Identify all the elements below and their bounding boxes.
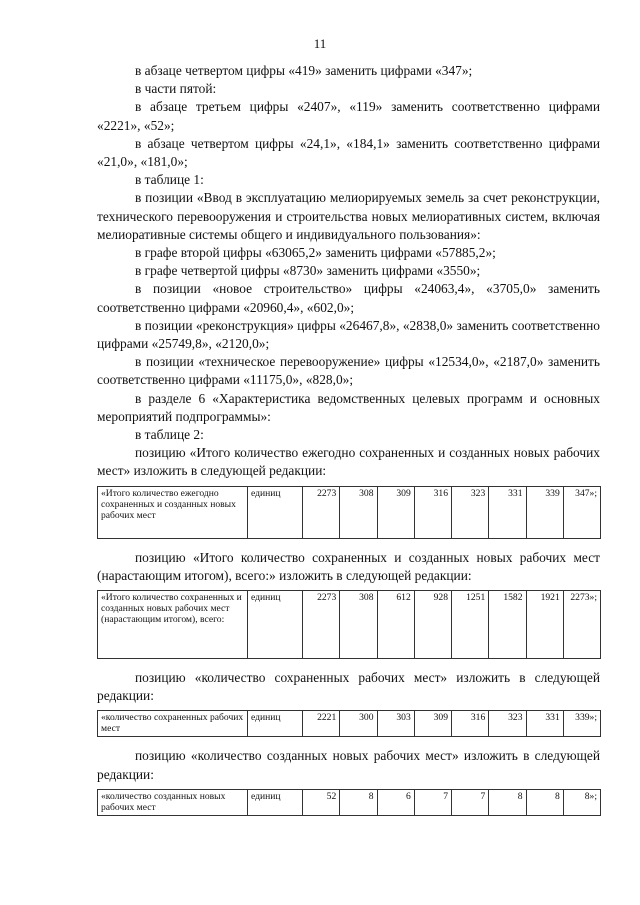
table-jobs-preserved	[97, 710, 601, 737]
paragraph: позицию «количество созданных новых рабочих мест» изложить в следующей редакции:	[97, 748, 600, 782]
table-jobs-cumulative	[97, 590, 601, 659]
table-row	[98, 711, 601, 737]
value-cell: 52	[303, 789, 340, 815]
unit-cell: единиц	[248, 591, 303, 659]
value-cell: 1582	[489, 591, 526, 659]
value-cell: 8	[526, 789, 563, 815]
paragraph: в таблице 2:	[135, 427, 204, 443]
value-cell: 339»;	[563, 711, 600, 737]
table-jobs-created	[97, 789, 601, 816]
value-cell: 303	[377, 711, 414, 737]
paragraph: в позиции «новое строительство» цифры «24063,4», «3705,0» заменить соответственно цифрами «20960,4», «602,0»;	[97, 281, 600, 315]
unit-cell: единиц	[248, 789, 303, 815]
value-cell: 928	[414, 591, 451, 659]
page-number: 11	[313, 36, 327, 51]
value-cell: 331	[526, 711, 563, 737]
paragraph: в абзаце третьем цифры «2407», «119» заменить соответственно цифрами «2221», «52»;	[97, 99, 600, 133]
value-cell: 323	[489, 711, 526, 737]
paragraph: в разделе 6 «Характеристика ведомственных целевых программ и основных мероприятий подпрограммы»:	[97, 390, 600, 424]
document-body	[97, 62, 600, 821]
paragraph: в позиции «реконструкция» цифры «26467,8», «2838,0» заменить соответственно цифрами «25749,8», «2120,0»;	[97, 317, 600, 352]
value-cell: 331	[489, 486, 526, 538]
value-cell: 339	[526, 486, 563, 538]
row-label: «Итого количество ежегодно сохраненных и созданных новых рабочих мест	[98, 486, 248, 538]
paragraph: в позиции «техническое перевооружение» цифры «12534,0», «2187,0» заменить соответственно цифрами «11175,0», «828,0»;	[97, 354, 600, 388]
value-cell: 308	[340, 486, 377, 538]
row-label: «Итого количество сохраненных и созданных новых рабочих мест (нарастающим итогом), всего:	[98, 591, 248, 659]
value-cell: 309	[414, 711, 451, 737]
unit-cell: единиц	[248, 486, 303, 538]
paragraph: в таблице 1:	[135, 172, 204, 188]
value-cell: 6	[377, 789, 414, 815]
row-label: «количество сохраненных рабочих мест	[98, 711, 248, 737]
paragraph: позицию «Итого количество ежегодно сохраненных и созданных новых рабочих мест» изложить в следующей редакции:	[97, 445, 600, 479]
value-cell: 308	[340, 591, 377, 659]
value-cell: 309	[377, 486, 414, 538]
row-label: «количество созданных новых рабочих мест	[98, 789, 248, 815]
value-cell: 1921	[526, 591, 563, 659]
value-cell: 2273	[303, 591, 340, 659]
value-cell: 2273»;	[563, 591, 600, 659]
value-cell: 316	[452, 711, 489, 737]
value-cell: 8	[340, 789, 377, 815]
paragraph: в позиции «Ввод в эксплуатацию мелиорируемых земель за счет реконструкции, технического перевооружения и строительства новых мелиоративных систем, включая мелиоративные системы общего и индивидуального пользования»:	[97, 190, 600, 242]
value-cell: 323	[452, 486, 489, 538]
value-cell: 1251	[452, 591, 489, 659]
value-cell: 7	[414, 789, 451, 815]
paragraph: в графе второй цифры «63065,2» заменить цифрами «57885,2»;	[135, 245, 496, 261]
table-row	[98, 789, 601, 815]
paragraph: в части пятой:	[135, 81, 217, 97]
value-cell: 2221	[303, 711, 340, 737]
paragraph: в абзаце четвертом цифры «419» заменить цифрами «347»;	[135, 63, 473, 78]
value-cell: 2273	[303, 486, 340, 538]
value-cell: 8	[489, 789, 526, 815]
value-cell: 347»;	[563, 486, 600, 538]
paragraph: позицию «Итого количество сохраненных и созданных новых рабочих мест (нарастающим итогом), всего:» изложить в следующей редакции:	[97, 549, 600, 583]
paragraph: в абзаце четвертом цифры «24,1», «184,1» заменить соответственно цифрами «21,0», «181,0»;	[97, 135, 600, 170]
value-cell: 8»;	[563, 789, 600, 815]
value-cell: 316	[414, 486, 451, 538]
paragraph: в графе четвертой цифры «8730» заменить цифрами «3550»;	[135, 263, 481, 279]
table-jobs-total	[97, 486, 601, 539]
unit-cell: единиц	[248, 711, 303, 737]
value-cell: 7	[452, 789, 489, 815]
table-row	[98, 591, 601, 659]
value-cell: 300	[340, 711, 377, 737]
table-row	[98, 486, 601, 538]
paragraph: позицию «количество сохраненных рабочих мест» изложить в следующей редакции:	[97, 670, 600, 704]
value-cell: 612	[377, 591, 414, 659]
